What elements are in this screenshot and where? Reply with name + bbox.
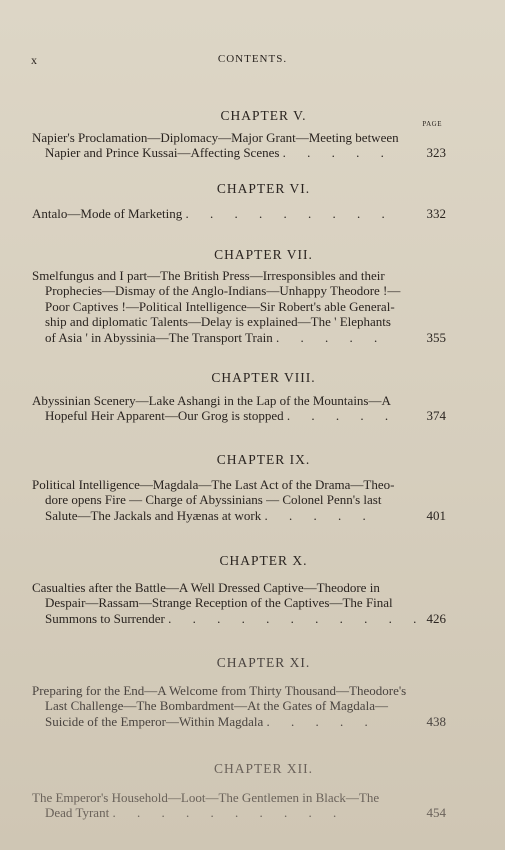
chapter-xi-summary — [32, 683, 446, 729]
page-column-label: PAGE — [422, 120, 442, 128]
chapter-heading: CHAPTER X. — [219, 553, 308, 568]
summary-text: Suicide of the Emperor—Within Magdala — [45, 713, 264, 729]
dot-leader: . . . . . — [282, 145, 393, 161]
dot-leader: . . . . . . . . . — [185, 206, 394, 221]
chapter-viii-summary — [32, 393, 446, 424]
chapter-ix-summary — [32, 477, 446, 523]
summary-text: Hopeful Heir Apparent—Our Grog is stopped — [45, 408, 284, 424]
summary-line-last — [32, 330, 446, 345]
summary-line: Smelfungus and I part—The British Press—Irresponsibles and their — [32, 268, 385, 283]
chapter-ix — [0, 452, 505, 468]
chapter-heading: CHAPTER VII. — [214, 247, 313, 262]
chapter-xii-summary — [32, 790, 446, 821]
page-ref: 323 — [426, 145, 446, 161]
chapter-vii — [0, 247, 505, 263]
summary-line: Poor Captives !—Political Intelligence—Sir Robert's able General- — [45, 298, 395, 314]
summary-line: ship and diplomatic Talents—Delay is explained—The ' Elephants — [45, 314, 391, 330]
summary-line: Political Intelligence—Magdala—The Last Act of the Drama—Theo- — [32, 477, 395, 492]
dot-leader: . . . . . — [275, 329, 387, 345]
summary-line: Despair—Rassam—Strange Reception of the Captives—The Final — [45, 595, 393, 611]
page-ref: 426 — [426, 610, 446, 626]
page-ref: 401 — [426, 507, 446, 523]
page-ref: 438 — [426, 713, 446, 729]
summary-text: of Asia ' in Abyssinia—The Transport Train — [45, 329, 273, 345]
chapter-heading: CHAPTER IX. — [216, 452, 311, 467]
chapter-xi — [0, 655, 505, 671]
dot-leader: . . . . . . . . . . . — [168, 610, 426, 626]
chapter-vi-summary — [32, 206, 446, 221]
page-ref: 374 — [426, 408, 446, 424]
dot-leader: . . . . . — [266, 713, 377, 729]
chapter-heading: CHAPTER XII. — [214, 761, 313, 776]
chapter-x — [0, 553, 505, 569]
chapter-heading: CHAPTER VI. — [216, 181, 311, 196]
summary-line-last — [32, 805, 446, 820]
summary-text: Salute—The Jackals and Hyænas at work — [45, 507, 262, 523]
page-ref: 355 — [426, 329, 446, 345]
summary-text: Antalo—Mode of Marketing — [32, 206, 183, 221]
summary-line-last — [32, 408, 446, 423]
chapter-viii — [0, 370, 505, 386]
summary-line: Prophecies—Dismay of the Anglo-Indians—Unhappy Theodore !— — [45, 283, 401, 299]
page-number: x — [31, 53, 38, 67]
chapter-heading: CHAPTER VIII. — [211, 370, 316, 385]
summary-line: Casualties after the Battle—A Well Dressed Captive—Theodore in — [32, 580, 380, 595]
summary-line: Abyssinian Scenery—Lake Ashangi in the Lap of the Mountains—A — [32, 393, 391, 408]
summary-text: Dead Tyrant — [45, 805, 110, 821]
chapter-vi — [0, 181, 505, 197]
chapter-heading: CHAPTER V. — [220, 108, 307, 123]
summary-line: The Emperor's Household—Loot—The Gentlemen in Black—The — [32, 790, 380, 805]
chapter-x-summary — [32, 580, 446, 626]
summary-text: Summons to Surrender — [45, 610, 165, 626]
dot-leader: . . . . . — [264, 507, 375, 523]
page-header — [0, 53, 505, 69]
summary-line: dore opens Fire — Charge of Abyssinians — Colonel Penn's last — [45, 492, 382, 508]
page-ref: 454 — [426, 805, 446, 821]
chapter-xii — [0, 761, 505, 777]
summary-line: Preparing for the End—A Welcome from Thirty Thousand—Theodore's — [32, 683, 407, 698]
dot-leader: . . . . . — [286, 408, 398, 424]
summary-line-last — [32, 611, 446, 626]
summary-line-last — [32, 145, 446, 160]
chapter-v-summary — [32, 130, 446, 161]
chapter-vii-summary — [32, 268, 446, 345]
page-ref: 332 — [426, 206, 446, 221]
summary-line-last — [32, 508, 446, 523]
summary-line-last — [32, 714, 446, 729]
summary-line-last — [32, 206, 446, 221]
summary-text: Napier and Prince Kussai—Affecting Scenes — [45, 145, 280, 161]
running-title: CONTENTS. — [217, 53, 288, 65]
dot-leader: . . . . . . . . . . — [112, 805, 346, 821]
summary-line: Last Challenge—The Bombardment—At the Gates of Magdala— — [45, 698, 388, 714]
chapter-heading: CHAPTER XI. — [216, 655, 311, 670]
summary-line: Napier's Proclamation—Diplomacy—Major Grant—Meeting between — [32, 130, 399, 145]
